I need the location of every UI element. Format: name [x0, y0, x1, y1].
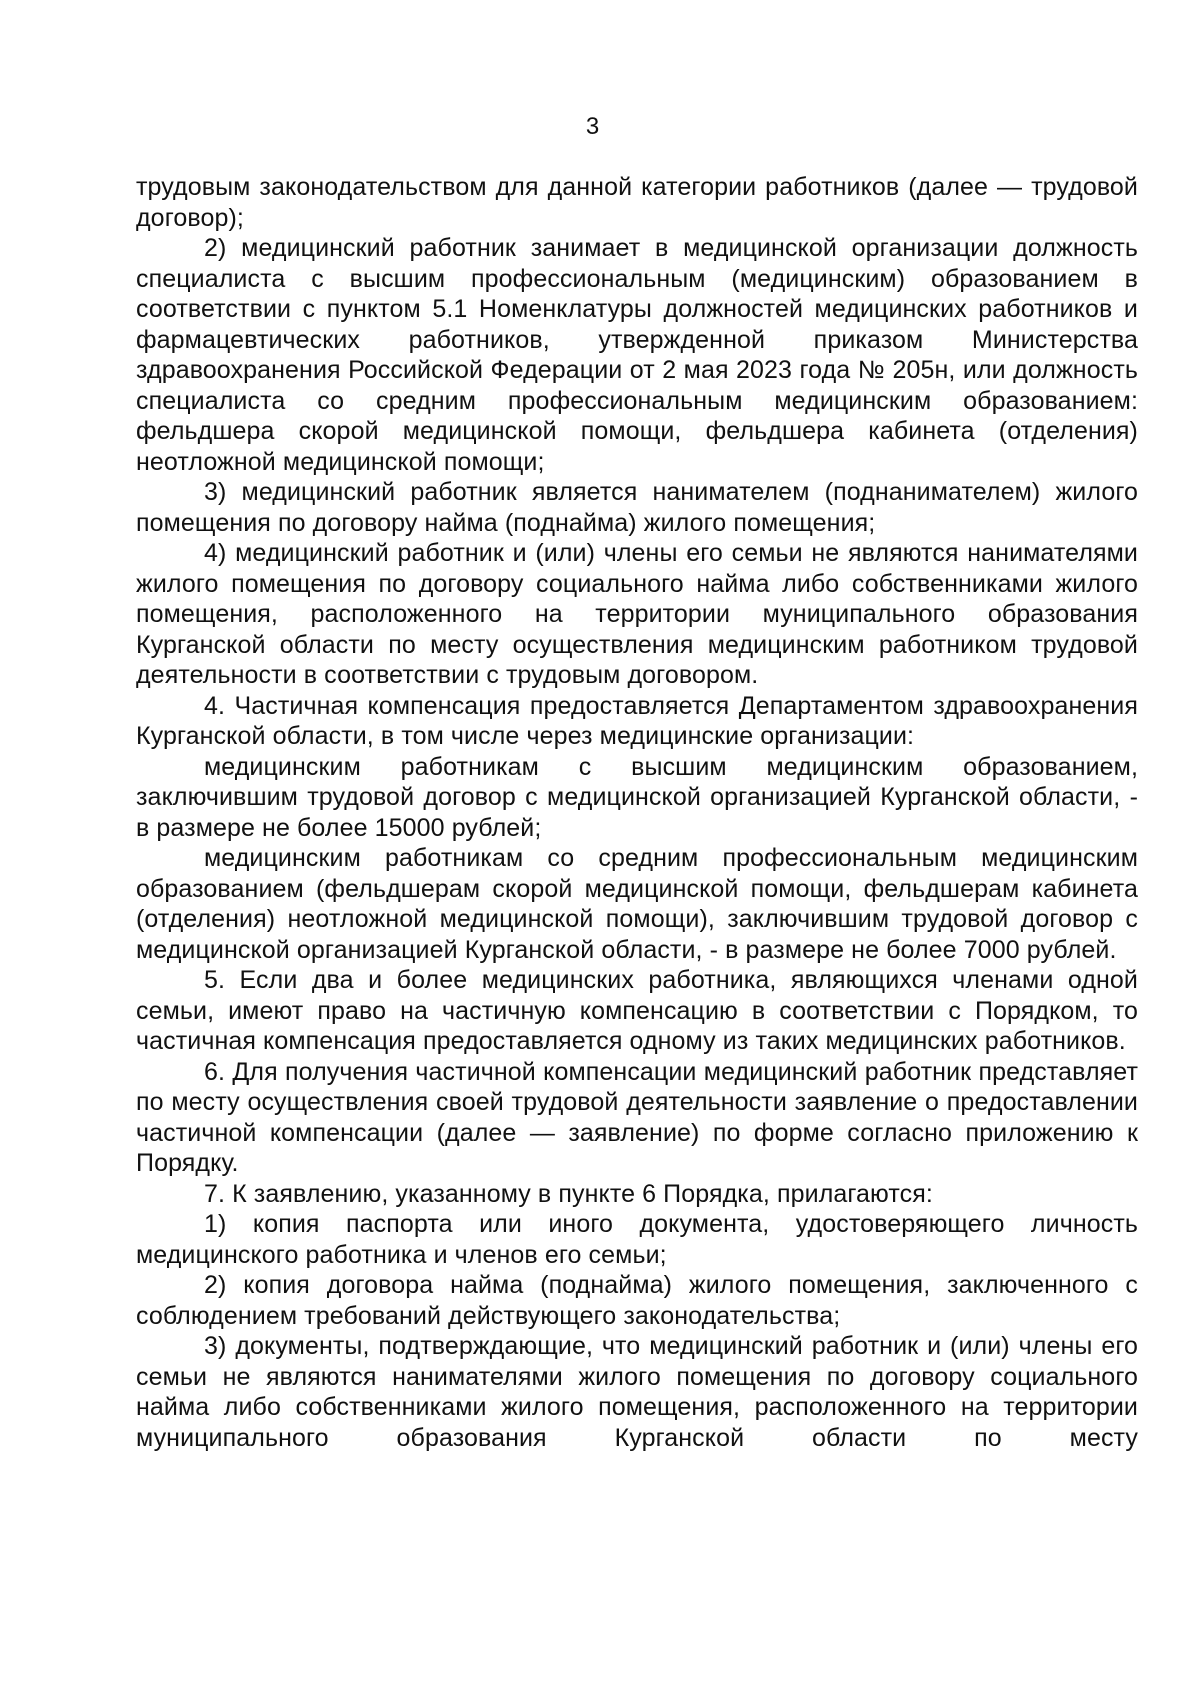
paragraph: 7. К заявлению, указанному в пункте 6 Порядка, прилагаются: [204, 1179, 933, 1208]
paragraph: медицинским работникам с высшим медицинским образованием, заключившим трудовой договор с медицинской организацией Курганской области, - в размере не более 15000 рублей; [136, 752, 1138, 842]
paragraph: трудовым законодательством для данной категории работников (далее — трудовой договор); [136, 173, 1138, 232]
paragraph: 3) медицинский работник является нанимателем (поднанимателем) жилого помещения по договору найма (поднайма) жилого помещения; [136, 478, 1138, 537]
paragraph: 3) документы, подтверждающие, что медицинский работник и (или) члены его семьи не являются нанимателями жилого помещения по договору социального найма либо собственниками жилого помещения, расположенного на территории муниципального образования Курганской области по месту [136, 1332, 1138, 1452]
paragraph: 5. Если два и более медицинских работника, являющихся членами одной семьи, имеют право на частичную компенсацию в соответствии с Порядком, то частичная компенсация предоставляется одному из таких медицинских работников. [136, 966, 1138, 1055]
paragraph: 4. Частичная компенсация предоставляется Департаментом здравоохранения Курганской области, в том числе через медицинские организации: [136, 691, 1138, 750]
paragraph: 1) копия паспорта или иного документа, удостоверяющего личность медицинского работника и членов его семьи; [136, 1210, 1138, 1269]
page-number: 3 [585, 113, 600, 140]
paragraph: 2) копия договора найма (поднайма) жилого помещения, заключенного с соблюдением требований действующего законодательства; [136, 1271, 1138, 1330]
document-body [136, 172, 1138, 1453]
paragraph: медицинским работникам со средним профессиональным медицинским образованием (фельдшерам скорой медицинской помощи, фельдшерам кабинета (отделения) неотложной медицинской помощи), заключившим трудовой договор с медицинской организацией Курганской области, - в размере не более 7000 рублей. [136, 844, 1138, 964]
paragraph: 6. Для получения частичной компенсации медицинский работник представляет по месту осуществления своей трудовой деятельности заявление о предоставлении частичной компенсации (далее — заявление) по форме согласно приложению к Порядку. [136, 1057, 1138, 1177]
paragraph: 4) медицинский работник и (или) члены его семьи не являются нанимателями жилого помещения по договору социального найма либо собственниками жилого помещения, расположенного на территории муниципального образования Курганской области по месту осуществления медицинским работником трудовой деятельности в соответствии с трудовым договором. [136, 539, 1138, 689]
paragraph: 2) медицинский работник занимает в медицинской организации должность специалиста с высшим профессиональным (медицинским) образованием в соответствии с пунктом 5.1 Номенклатуры должностей медицинских работников и фармацевтических работников, утвержденной приказом Министерства здравоохранения Российской Федерации от 2 мая 2023 года № 205н, или должность специалиста со средним профессиональным медицинским образованием: фельдшера скорой медицинской помощи, фельдшера кабинета (отделения) неотложной медицинской помощи; [136, 234, 1138, 476]
